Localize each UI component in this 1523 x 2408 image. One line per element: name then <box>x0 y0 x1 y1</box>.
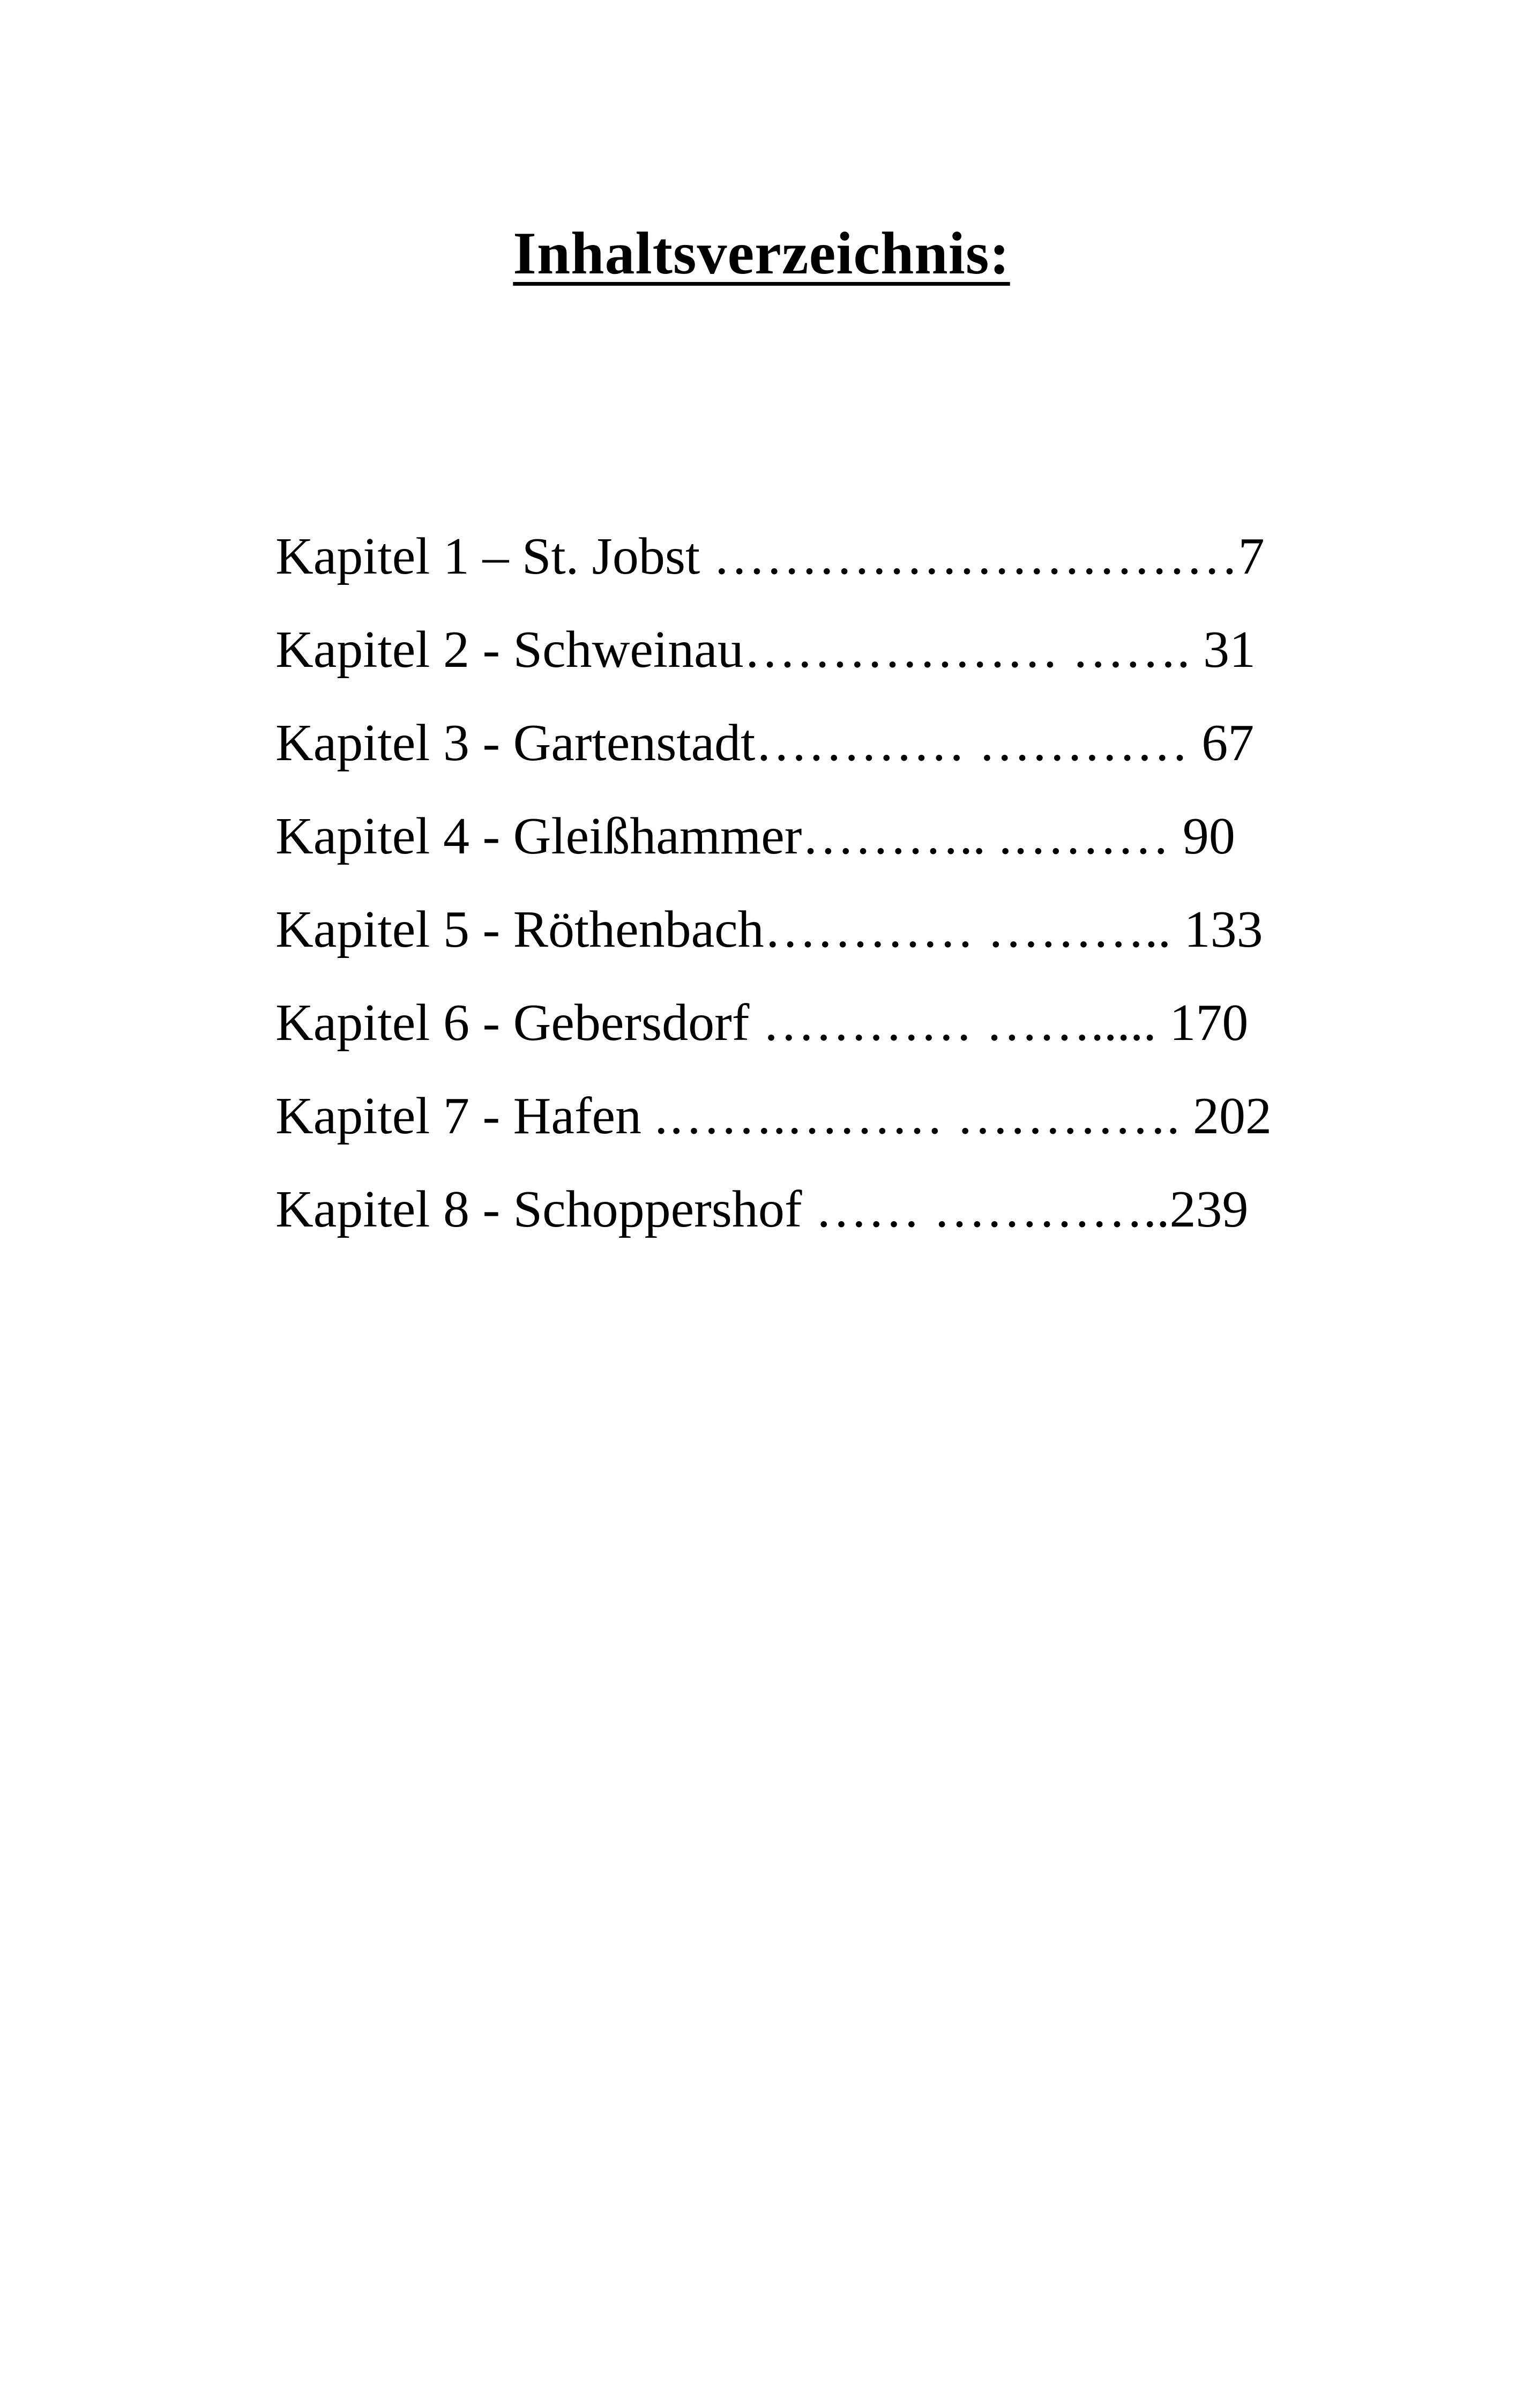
toc-entry-7: Kapitel 7 - Hafen .…….……… …………. 202 <box>275 1087 1272 1145</box>
toc-entry-8: Kapitel 8 - Schoppershof …… …………..239 <box>275 1180 1249 1238</box>
toc-entry-3: Kapitel 3 - Gartenstadt………… ………… 67 <box>275 714 1255 772</box>
toc-entry-5: Kapitel 5 - Röthenbach………… ……….. 133 <box>275 901 1263 958</box>
page-title-text: Inhaltsverzeichnis: <box>513 220 1010 287</box>
toc-entry-4: Kapitel 4 - Gleißhammer……….. .……… 90 <box>275 807 1235 865</box>
toc-entry-1: Kapitel 1 – St. Jobst …………………………7 <box>275 527 1265 585</box>
page-title <box>0 213 1523 294</box>
toc-entry-6: Kapitel 6 - Gebersdorf ………… ……..... 170 <box>275 994 1249 1052</box>
toc-entry-2: Kapitel 2 - Schweinau……………… ……. 31 <box>275 621 1256 679</box>
table-of-contents <box>275 524 1347 1270</box>
